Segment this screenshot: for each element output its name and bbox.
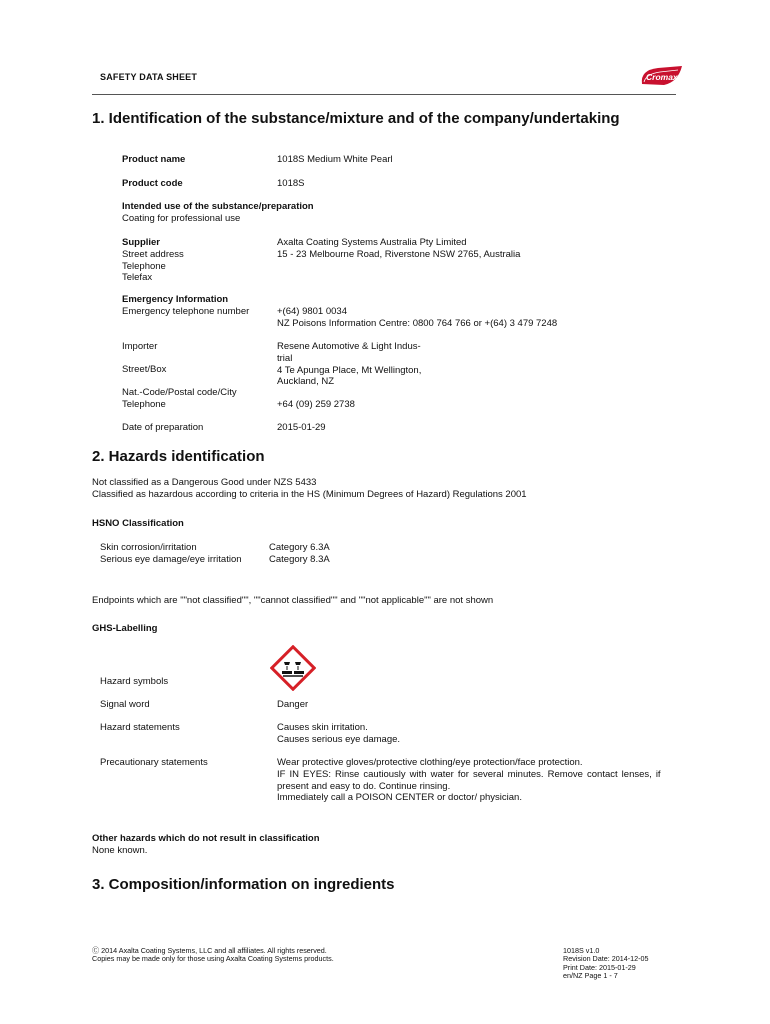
hsno-row-name: Skin corrosion/irritation bbox=[100, 542, 197, 553]
importer-label: Importer bbox=[122, 341, 158, 352]
date-of-preparation-label: Date of preparation bbox=[122, 422, 204, 433]
document-header-title: SAFETY DATA SHEET bbox=[100, 72, 198, 82]
emergency-values bbox=[277, 306, 557, 330]
classification-text bbox=[92, 477, 527, 501]
emergency-info-label: Emergency Information bbox=[122, 294, 229, 305]
supplier-values bbox=[277, 237, 520, 261]
telephone-label: Telephone bbox=[122, 260, 166, 272]
footer-version: 1018S v1.0 bbox=[563, 946, 600, 955]
hazard-statement: Causes serious eye damage. bbox=[277, 733, 401, 745]
footer-revision-date: Revision Date: 2014-12-05 bbox=[563, 954, 649, 964]
product-code-value: 1018S bbox=[277, 178, 305, 189]
hazard-symbols-label: Hazard symbols bbox=[100, 676, 169, 687]
nat-code-label: Nat.-Code/Postal code/City bbox=[122, 387, 237, 398]
precautionary-statement: IF IN EYES: Rinse cautiously with water for several minutes. Remove contact lenses, if bbox=[277, 768, 661, 780]
nat-code-labels bbox=[122, 387, 237, 411]
section-3-heading: 3. Composition/information on ingredients bbox=[92, 876, 395, 893]
date-of-preparation-value: 2015-01-29 bbox=[277, 422, 326, 433]
street-address-label: Street address bbox=[122, 248, 184, 260]
importer-values bbox=[277, 341, 421, 388]
footer-copyright-block bbox=[92, 947, 334, 964]
precautionary-statement: present and easy to do. Continue rinsing. bbox=[277, 780, 451, 792]
footer-version-block bbox=[563, 947, 649, 981]
hsno-row-category: Category 8.3A bbox=[269, 553, 330, 565]
footer-print-date: Print Date: 2015-01-29 bbox=[563, 962, 636, 972]
importer-city: Auckland, NZ bbox=[277, 376, 335, 388]
precautionary-statements-label: Precautionary statements bbox=[100, 757, 208, 768]
hsno-classification-label: HSNO Classification bbox=[92, 518, 184, 529]
importer-telephone: +64 (09) 259 2738 bbox=[277, 399, 355, 410]
corrosion-pictogram-icon bbox=[270, 645, 316, 696]
supplier-name: Axalta Coating Systems Australia Pty Limited bbox=[277, 237, 467, 248]
hsno-names bbox=[100, 542, 242, 566]
dangerous-good-statement: Not classified as a Dangerous Good under NZS 5433 bbox=[92, 477, 317, 488]
header-divider bbox=[92, 94, 676, 95]
signal-word-label: Signal word bbox=[100, 699, 150, 710]
importer-telephone-label: Telephone bbox=[122, 398, 166, 410]
intended-use-label: Intended use of the substance/preparation bbox=[122, 201, 314, 212]
importer-name-line2: trial bbox=[277, 352, 293, 364]
emergency-labels bbox=[122, 294, 249, 318]
cromax-logo bbox=[638, 64, 684, 93]
hazard-statements-label: Hazard statements bbox=[100, 722, 180, 733]
poisons-centre: NZ Poisons Information Centre: 0800 764 766 or +(64) 3 479 7248 bbox=[277, 317, 558, 329]
intended-use-block bbox=[122, 201, 314, 225]
hsno-row-category: Category 6.3A bbox=[269, 542, 330, 553]
telefax-label: Telefax bbox=[122, 272, 153, 284]
section-1-heading: 1. Identification of the substance/mixture and of the company/undertaking bbox=[92, 110, 620, 127]
product-name-value: 1018S Medium White Pearl bbox=[277, 154, 393, 165]
importer-name-line1: Resene Automotive & Light Indus- bbox=[277, 341, 421, 352]
hazard-statements bbox=[277, 722, 400, 746]
street-box-label: Street/Box bbox=[122, 364, 167, 375]
emergency-phone: +(64) 9801 0034 bbox=[277, 306, 347, 317]
ghs-labelling-label: GHS-Labelling bbox=[92, 623, 158, 634]
product-code-label: Product code bbox=[122, 178, 183, 189]
precautionary-statement: Wear protective gloves/protective clothing/eye protection/face protection. bbox=[277, 757, 583, 768]
intended-use-value: Coating for professional use bbox=[122, 212, 241, 224]
other-hazards-block bbox=[92, 833, 320, 857]
logo-text: Cromax bbox=[646, 72, 678, 82]
precautionary-statements bbox=[277, 757, 661, 804]
hsno-row-name: Serious eye damage/eye irritation bbox=[100, 553, 242, 565]
supplier-label: Supplier bbox=[122, 237, 161, 248]
other-hazards-value: None known. bbox=[92, 844, 148, 856]
section-2-heading: 2. Hazards identification bbox=[92, 448, 265, 465]
footer-copyright: Ⓒ 2014 Axalta Coating Systems, LLC and all affiliates. All rights reserved. bbox=[92, 946, 327, 955]
footer-page-number: en/NZ Page 1 - 7 bbox=[563, 971, 618, 981]
hazardous-statement: Classified as hazardous according to criteria in the HS (Minimum Degrees of Hazard) Regulations 2001 bbox=[92, 488, 527, 500]
supplier-address: 15 - 23 Melbourne Road, Riverstone NSW 2765, Australia bbox=[277, 248, 521, 260]
endpoints-note: Endpoints which are ""not classified"", ""cannot classified"" and ""not applicable"" are not shown bbox=[92, 595, 494, 606]
product-name-label: Product name bbox=[122, 154, 186, 165]
signal-word-value: Danger bbox=[277, 699, 309, 710]
hsno-categories bbox=[269, 542, 330, 566]
other-hazards-label: Other hazards which do not result in classification bbox=[92, 833, 320, 844]
hazard-statement: Causes skin irritation. bbox=[277, 722, 368, 733]
importer-street: 4 Te Apunga Place, Mt Wellington, bbox=[277, 364, 422, 376]
footer-copies: Copies may be made only for those using Axalta Coating Systems products. bbox=[92, 954, 334, 964]
emergency-phone-label: Emergency telephone number bbox=[122, 305, 250, 317]
precautionary-statement: Immediately call a POISON CENTER or doctor/ physician. bbox=[277, 792, 522, 804]
supplier-labels bbox=[122, 237, 184, 284]
